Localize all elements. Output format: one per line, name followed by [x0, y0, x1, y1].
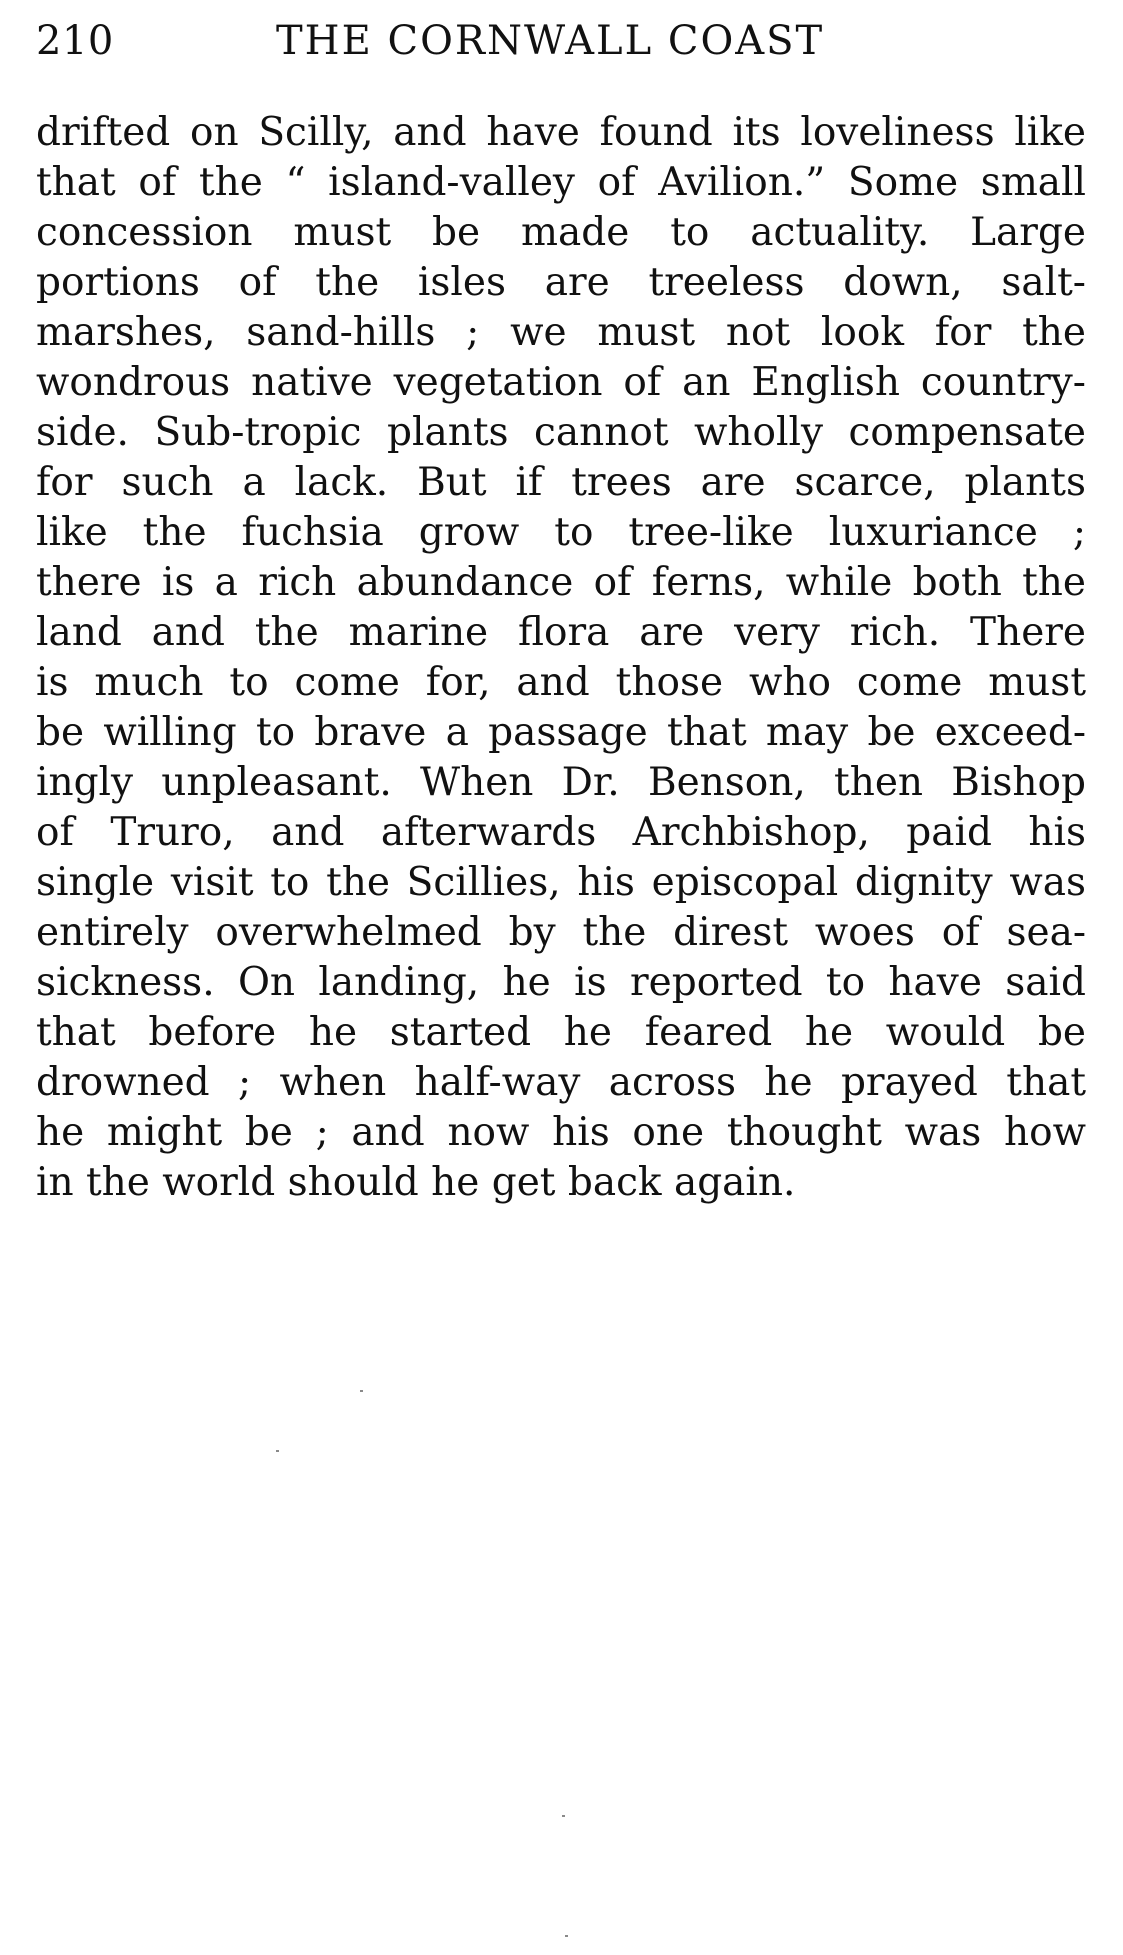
text-line: portions of the isles are treeless down, salt-: [36, 260, 1086, 305]
text-line: is much to come for, and those who come must: [36, 660, 1086, 705]
text-line-last: in the world should he get back again.: [36, 1160, 796, 1205]
running-title: THE CORNWALL COAST: [276, 18, 825, 64]
text-line: side. Sub-tropic plants cannot wholly compensate: [36, 410, 1086, 455]
scan-speck: [565, 1935, 568, 1937]
text-line: marshes, sand-hills ; we must not look for the: [36, 310, 1086, 355]
text-line: wondrous native vegetation of an English country-: [36, 360, 1086, 405]
text-line: sickness. On landing, he is reported to have said: [36, 960, 1086, 1005]
text-line: that before he started he feared he would be: [36, 1010, 1086, 1055]
text-line: single visit to the Scillies, his episcopal dignity was: [36, 860, 1086, 905]
scan-speck: [360, 1390, 363, 1392]
text-line: entirely overwhelmed by the direst woes of sea-: [36, 910, 1086, 955]
text-line: he might be ; and now his one thought was how: [36, 1110, 1086, 1155]
body-paragraph: [36, 108, 1086, 1208]
text-line: concession must be made to actuality. Large: [36, 210, 1086, 255]
page-number: 210: [36, 18, 114, 64]
text-line: land and the marine flora are very rich. There: [36, 610, 1086, 655]
text-line: for such a lack. But if trees are scarce, plants: [36, 460, 1086, 505]
running-head: [36, 16, 1086, 66]
text-line: drifted on Scilly, and have found its loveliness like: [36, 110, 1086, 155]
text-line: there is a rich abundance of ferns, while both the: [36, 560, 1086, 605]
text-line: like the fuchsia grow to tree-like luxuriance ;: [36, 510, 1086, 555]
text-line: that of the “ island-valley of Avilion.” Some small: [36, 160, 1086, 205]
text-line: of Truro, and afterwards Archbishop, paid his: [36, 810, 1086, 855]
text-line: be willing to brave a passage that may be exceed-: [36, 710, 1086, 755]
text-line: ingly unpleasant. When Dr. Benson, then Bishop: [36, 760, 1086, 805]
scan-speck: [562, 1815, 565, 1817]
scan-speck: [276, 1450, 279, 1452]
text-line: drowned ; when half-way across he prayed that: [36, 1060, 1086, 1105]
